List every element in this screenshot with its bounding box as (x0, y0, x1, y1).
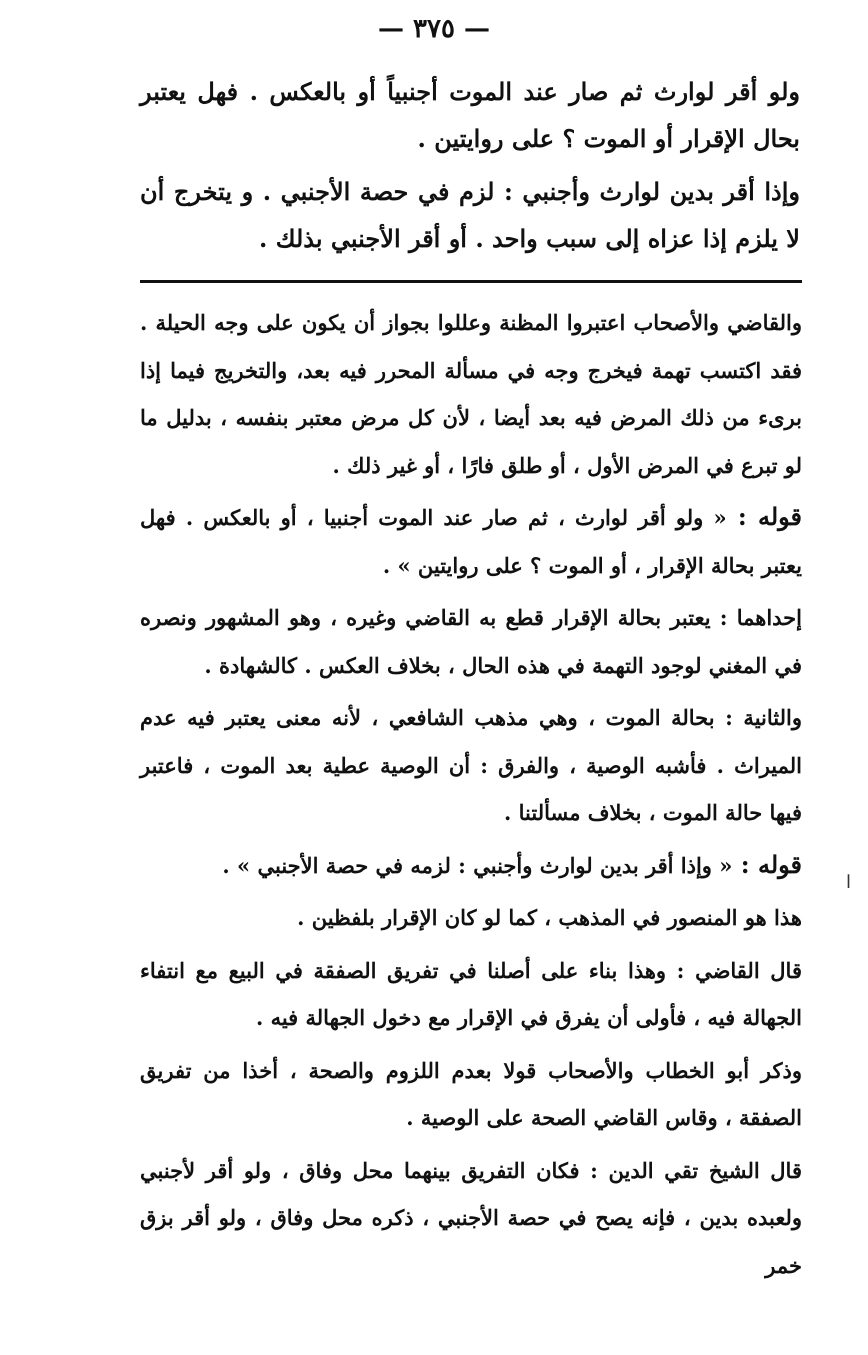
commentary-paragraph (140, 593, 802, 689)
commentary-paragraph (140, 841, 802, 890)
commentary-lead: قوله : (726, 502, 802, 531)
commentary-paragraph (140, 946, 802, 1042)
commentary-paragraph (140, 893, 802, 942)
commentary-body: قال القاضي : وهذا بناء على أصلنا في تفريق الصفقة في البيع مع انتفاء الجهالة فيه ، فأولى أن يفرق في الإقرار مع دخول الجهالة فيه . (140, 957, 802, 1030)
commentary-paragraph (140, 493, 802, 589)
commentary-paragraph (140, 298, 802, 489)
commentary-body: « ولو أقر لوارث ، ثم صار عند الموت أجنبيا ، أو بالعكس . فهل يعتبر بحالة الإقرار ، أو الموت ؟ على روايتين » . (140, 505, 802, 578)
commentary-paragraph (140, 693, 802, 837)
commentary-body: قال الشيخ تقي الدين : فكان التفريق بينهما محل وفاق ، ولو أقر لأجنبي ولعبده بدين ، فإنه يصح في حصة الأجنبي ، ذكره محل وفاق ، ولو أقر بزق خمر (140, 1157, 802, 1278)
main-text (140, 68, 800, 268)
commentary-lead: قوله : (732, 849, 802, 879)
commentary-body: هذا هو المنصور في المذهب ، كما لو كان الإقرار بلفظين . (297, 905, 802, 930)
commentary-body: والثانية : بحالة الموت ، وهي مذهب الشافعي ، لأنه معنى يعتبر فيه عدم الميراث . فأشبه الوصية ، والفرق : أن الوصية عطية بعد الموت ، فاعتبر فيها حالة الموت ، بخلاف مسألتنا . (140, 705, 802, 825)
commentary-body: والقاضي والأصحاب اعتبروا المظنة وعللوا بجواز أن يكون على وجه الحيلة . فقد اكتسب تهمة فيخرج وجه في مسألة المحرر فيه بعد، والتخريج فيما إذا برىء من ذلك المرض فيه بعد أيضا ، لأن كل مرض معتبر بنفسه ، بدليل ما لو تبرع في المرض الأول ، أو طلق فارًا ، أو غير ذلك . (140, 310, 802, 478)
commentary-paragraph (140, 1046, 802, 1142)
section-divider (140, 280, 802, 283)
main-paragraph: ولو أقر لوارث ثم صار عند الموت أجنبياً أو بالعكس . فهل يعتبر بحال الإقرار أو الموت ؟ على روايتين . (140, 77, 800, 153)
page-number: — ٣٧٥ — (377, 14, 491, 44)
commentary-body: وذكر أبو الخطاب والأصحاب قولا بعدم اللزوم والصحة ، أخذا من تفريق الصفقة ، وقاس القاضي الصحة على الوصية . (140, 1057, 802, 1130)
commentary-text (140, 298, 802, 1293)
main-paragraph: وإذا أقر بدين لوارث وأجنبي : لزم في حصة الأجنبي . و يتخرج أن لا يلزم إذا عزاه إلى سبب واحد . أو أقر الأجنبي بذلك . (140, 177, 800, 253)
commentary-body: إحداهما : يعتبر بحالة الإقرار قطع به القاضي وغيره ، وهو المشهور ونصره في المغني لوجود التهمة في هذه الحال ، بخلاف العكس . كالشهادة . (140, 605, 802, 678)
commentary-paragraph (140, 1146, 802, 1290)
margin-mark: ا (846, 872, 852, 893)
commentary-body: « وإذا أقر بدين لوارث وأجنبي : لزمه في حصة الأجنبي » . (222, 852, 733, 878)
